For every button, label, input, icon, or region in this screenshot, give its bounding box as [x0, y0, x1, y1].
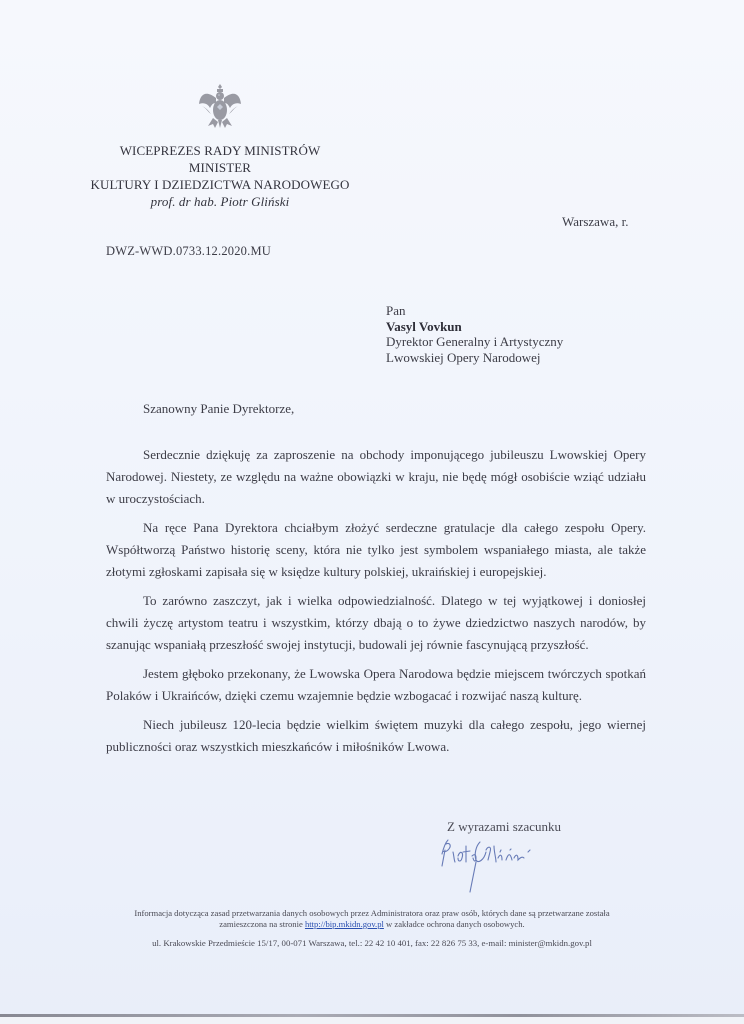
- sender-ministry: KULTURY I DZIEDZICTWA NARODOWEGO: [90, 177, 350, 192]
- paragraph: Jestem głęboko przekonany, że Lwowska Opera Narodowa będzie miejscem twórczych spotkań Polaków i Ukraińców, dzięki czemu wzajemnie będzie wzbogacać i rozwijać naszą kulturę.: [106, 666, 646, 703]
- paragraph: Serdecznie dziękuję za zaproszenie na obchody imponującego jubileuszu Lwowskiej Opery Narodowej. Niestety, ze względu na ważne obowiązki w kraju, nie będę mógł osobiście wziąć udziału w uroczystościach.: [106, 447, 646, 506]
- recipient-title: Pan: [386, 303, 406, 318]
- privacy-notice-line2: [60, 919, 684, 930]
- recipient-block: [386, 303, 563, 365]
- footer: [60, 908, 684, 949]
- letter-body: [106, 444, 646, 765]
- ministry-address: ul. Krakowskie Przedmieście 15/17, 00-071 Warszawa, tel.: 22 42 10 401, fax: 22 826 75 33, e-mail: minister@mkidn.gov.pl: [152, 938, 592, 948]
- sender-name: prof. dr hab. Piotr Gliński: [150, 194, 290, 209]
- handwritten-signature: [436, 836, 576, 896]
- recipient-institution: Lwowskiej Opery Narodowej: [386, 349, 541, 365]
- salutation: Szanowny Panie Dyrektorze,: [143, 401, 295, 416]
- privacy-notice-line1: Informacja dotycząca zasad przetwarzania danych osobowych przez Administratora oraz praw osób, których dane są przetwarzane została: [134, 908, 610, 918]
- sender-role: MINISTER: [188, 160, 252, 175]
- closing-phrase: Z wyrazami szacunku: [447, 819, 562, 834]
- recipient-name: Vasyl Vovkun: [386, 318, 462, 334]
- sender-title: WICEPREZES RADY MINISTRÓW: [119, 143, 321, 158]
- sender-header: [60, 142, 380, 210]
- paragraph: Na ręce Pana Dyrektora chciałbym złożyć serdeczne gratulacje dla całego zespołu Opery. Współtworzą Państwo historię sceny, która nie tylko jest symbolem wspaniałego miasta, ale także złotymi zgłoskami zapisała się w księdze kultury polskiej, ukraińskiej i europejskiej.: [106, 520, 646, 579]
- privacy-prefix: zamieszczona na stronie: [219, 919, 305, 929]
- recipient-position: Dyrektor Generalny i Artystyczny: [386, 334, 564, 349]
- paragraph: To zarówno zaszczyt, jak i wielka odpowiedzialność. Dlatego w tej wyjątkowej i doniosłej chwili życzę artystom teatru i wszystkim, którzy dbają o to żywe dziedzictwo naszych narodów, by szanując wspaniałą przeszłość swojej instytucji, budowali jej równie fascynującą przyszłość.: [106, 593, 646, 652]
- paragraph: Niech jubileusz 120-lecia będzie wielkim świętem muzyki dla całego zespołu, jego wiernej publiczności oraz wszystkich mieszkańców i miłośników Lwowa.: [106, 717, 646, 754]
- privacy-suffix: w zakładce ochrona danych osobowych.: [383, 919, 525, 929]
- scan-margin: [0, 1017, 744, 1024]
- place-date: Warszawa, r.: [562, 214, 629, 229]
- reference-number: DWZ-WWD.0733.12.2020.MU: [106, 244, 271, 258]
- polish-eagle-emblem-icon: [196, 80, 244, 132]
- bip-link[interactable]: http://bip.mkidn.gov.pl: [304, 919, 384, 929]
